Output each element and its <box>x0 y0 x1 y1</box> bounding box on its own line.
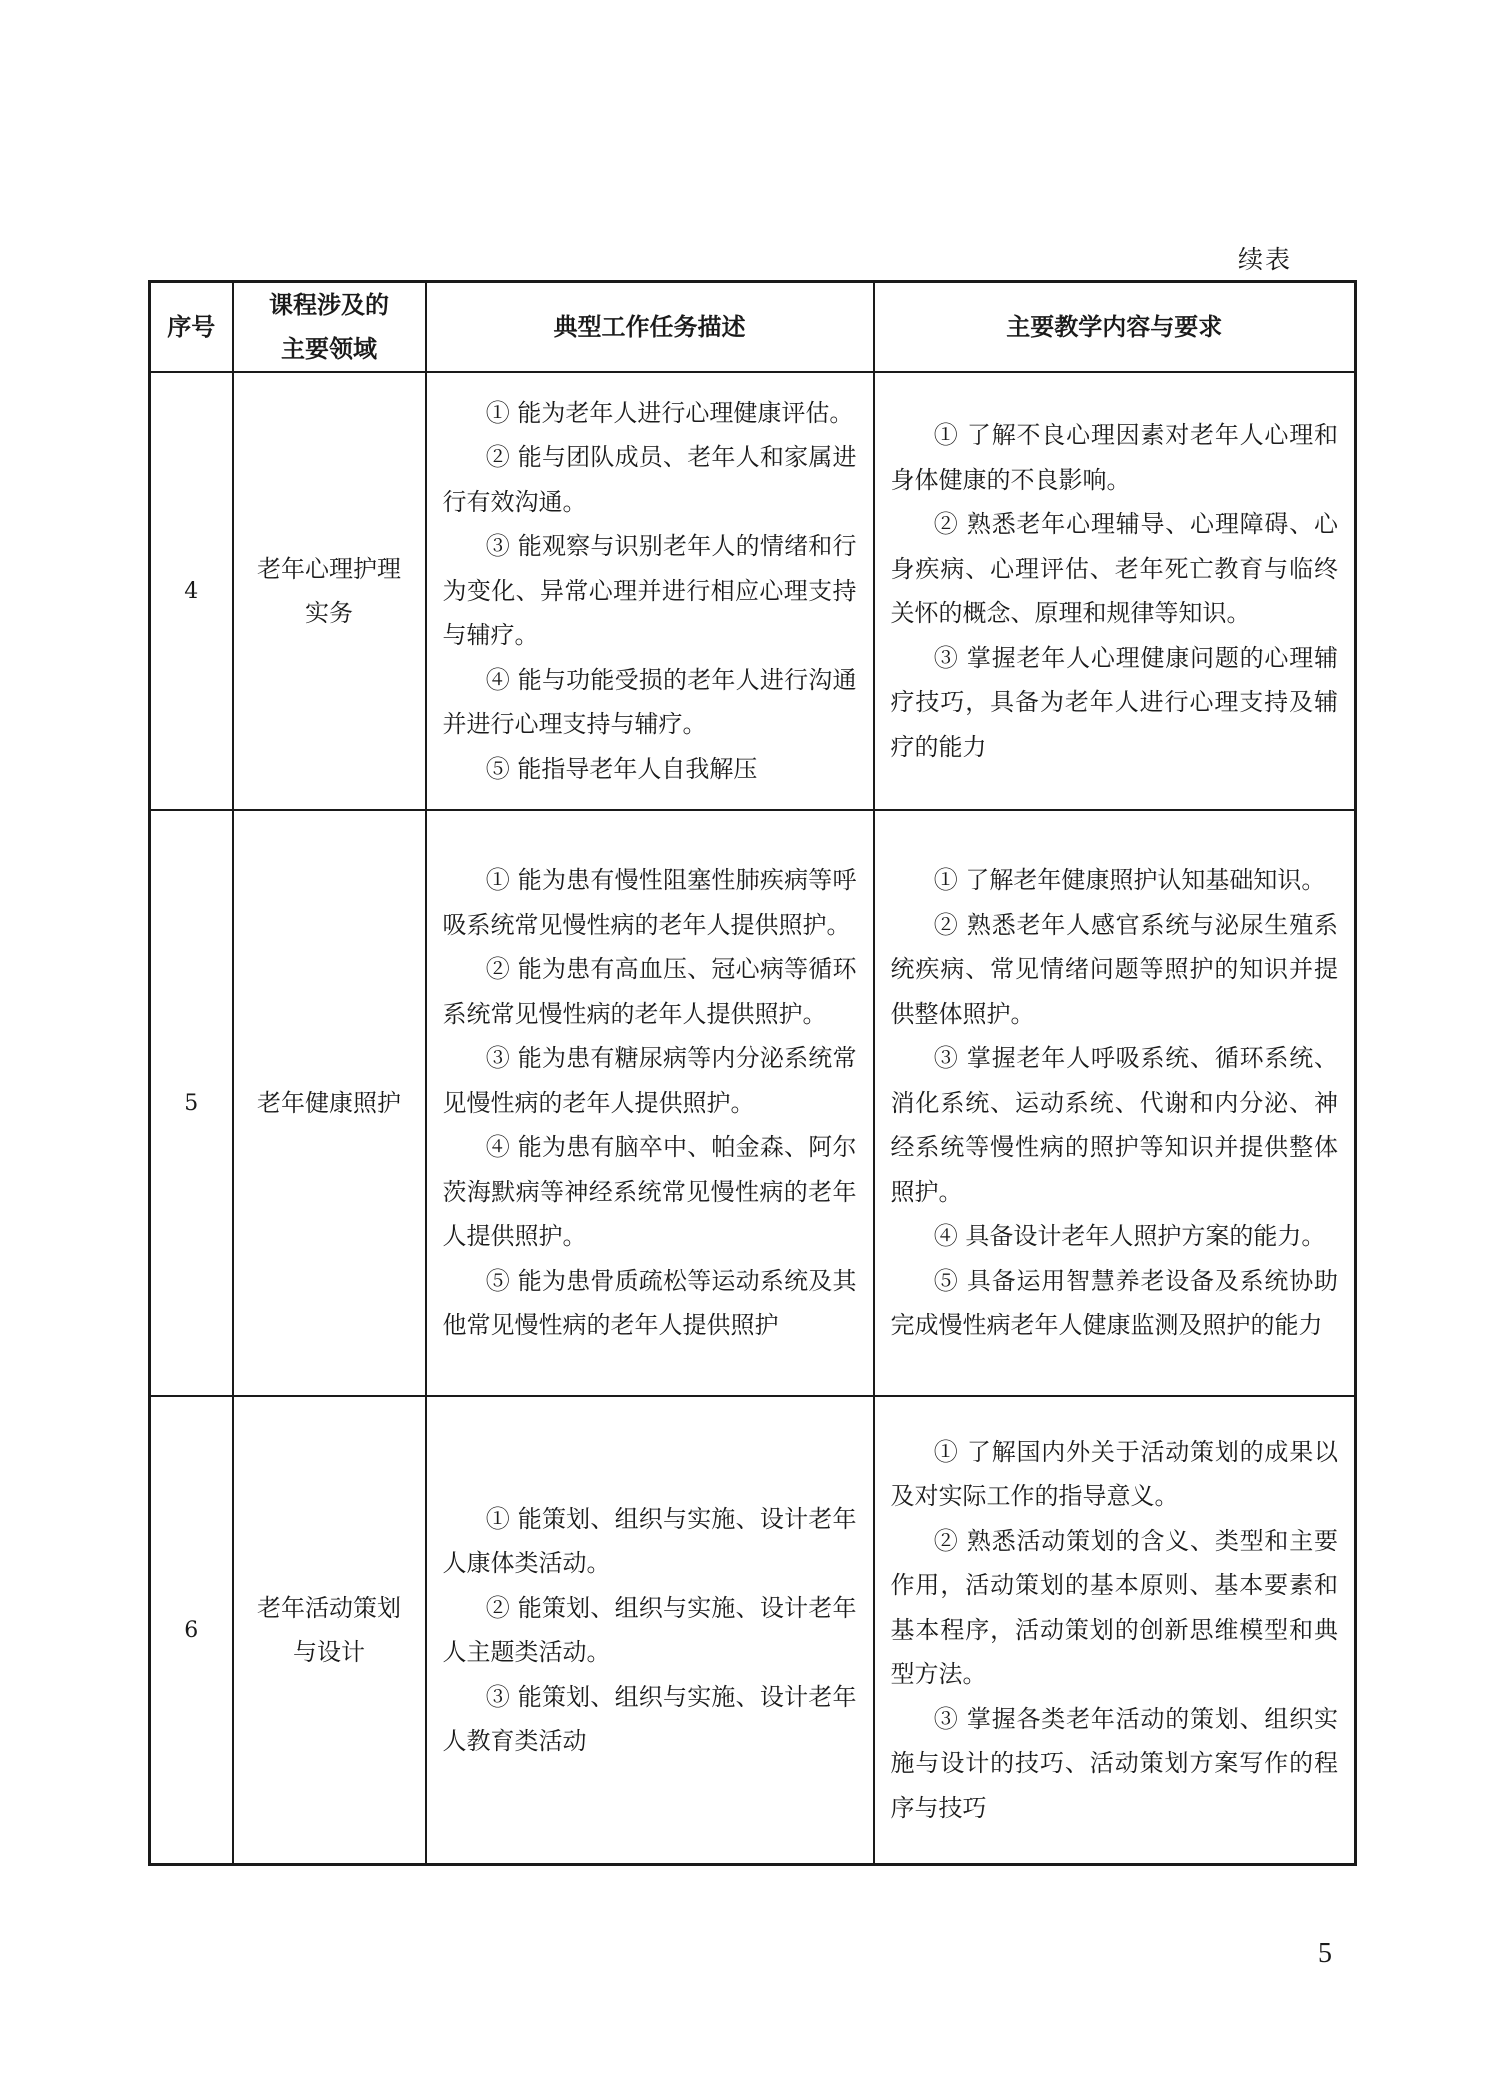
continued-table-label: 续表 <box>1238 245 1293 274</box>
row-tasks <box>426 1396 874 1865</box>
task-item: ④ 能为患有脑卒中、帕金森、阿尔茨海默病等神经系统常见慢性病的老年人提供照护。 <box>442 1133 857 1251</box>
row-content <box>874 810 1356 1396</box>
row-number: 4 <box>150 372 233 810</box>
row-area: 老年健康照护 <box>233 810 426 1396</box>
table-header-row <box>150 282 1356 373</box>
task-item: ③ 能观察与识别老年人的情绪和行为变化、异常心理并进行相应心理支持与辅疗。 <box>442 532 857 650</box>
content-item: ② 熟悉老年心理辅导、心理障碍、心身疾病、心理评估、老年死亡教育与临终关怀的概念、原理和规律等知识。 <box>890 510 1338 627</box>
content-item: ⑤ 具备运用智慧养老设备及系统协助完成慢性病老年人健康监测及照护的能力 <box>890 1266 1338 1340</box>
curriculum-table <box>148 280 1357 1866</box>
task-item: ② 能与团队成员、老年人和家属进行有效沟通。 <box>442 443 857 516</box>
content-item: ③ 掌握老年人心理健康问题的心理辅疗技巧，具备为老年人进行心理支持及辅疗的能力 <box>890 643 1338 761</box>
row-tasks <box>426 372 874 810</box>
task-item: ② 能策划、组织与实施、设计老年人主题类活动。 <box>442 1593 857 1666</box>
row-area: 老年活动策划与设计 <box>233 1396 426 1865</box>
task-item: ④ 能与功能受损的老年人进行沟通并进行心理支持与辅疗。 <box>442 665 857 739</box>
task-item: ① 能为老年人进行心理健康评估。 <box>485 398 854 427</box>
task-item: ⑤ 能为患骨质疏松等运动系统及其他常见慢性病的老年人提供照护 <box>442 1266 857 1340</box>
content-item: ① 了解老年健康照护认知基础知识。 <box>933 866 1326 895</box>
task-item: ① 能为患有慢性阻塞性肺疾病等呼吸系统常见慢性病的老年人提供照护。 <box>442 866 857 939</box>
header-content: 主要教学内容与要求 <box>874 282 1356 373</box>
row-content <box>874 372 1356 810</box>
header-area: 课程涉及的 主要领域 <box>233 282 426 373</box>
task-item: ③ 能策划、组织与实施、设计老年人教育类活动 <box>442 1682 857 1755</box>
row-content <box>874 1396 1356 1865</box>
table-row <box>150 372 1356 810</box>
table-row <box>150 1396 1356 1865</box>
content-item: ② 熟悉活动策划的含义、类型和主要作用，活动策划的基本原则、基本要素和基本程序，活动策划的创新思维模型和典型方法。 <box>890 1526 1338 1689</box>
content-item: ① 了解国内外关于活动策划的成果以及对实际工作的指导意义。 <box>890 1437 1338 1511</box>
header-number: 序号 <box>150 282 233 373</box>
task-item: ③ 能为患有糖尿病等内分泌系统常见慢性病的老年人提供照护。 <box>442 1044 857 1117</box>
table-row <box>150 810 1356 1396</box>
page-number: 5 <box>1318 1938 1332 1969</box>
content-item: ④ 具备设计老年人照护方案的能力。 <box>933 1222 1326 1251</box>
task-item: ② 能为患有高血压、冠心病等循环系统常见慢性病的老年人提供照护。 <box>442 955 857 1028</box>
row-tasks <box>426 810 874 1396</box>
content-item: ① 了解不良心理因素对老年人心理和身体健康的不良影响。 <box>890 421 1338 494</box>
content-item: ② 熟悉老年人感官系统与泌尿生殖系统疾病、常见情绪问题等照护的知识并提供整体照护。 <box>890 910 1338 1028</box>
task-item: ① 能策划、组织与实施、设计老年人康体类活动。 <box>442 1504 857 1577</box>
row-number: 5 <box>150 810 233 1396</box>
content-item: ③ 掌握老年人呼吸系统、循环系统、消化系统、运动系统、代谢和内分泌、神经系统等慢性病的照护等知识并提供整体照护。 <box>890 1044 1338 1206</box>
row-number: 6 <box>150 1396 233 1865</box>
content-item: ③ 掌握各类老年活动的策划、组织实施与设计的技巧、活动策划方案写作的程序与技巧 <box>890 1704 1338 1822</box>
header-tasks: 典型工作任务描述 <box>426 282 874 373</box>
task-item: ⑤ 能指导老年人自我解压 <box>485 754 758 783</box>
row-area: 老年心理护理实务 <box>233 372 426 810</box>
